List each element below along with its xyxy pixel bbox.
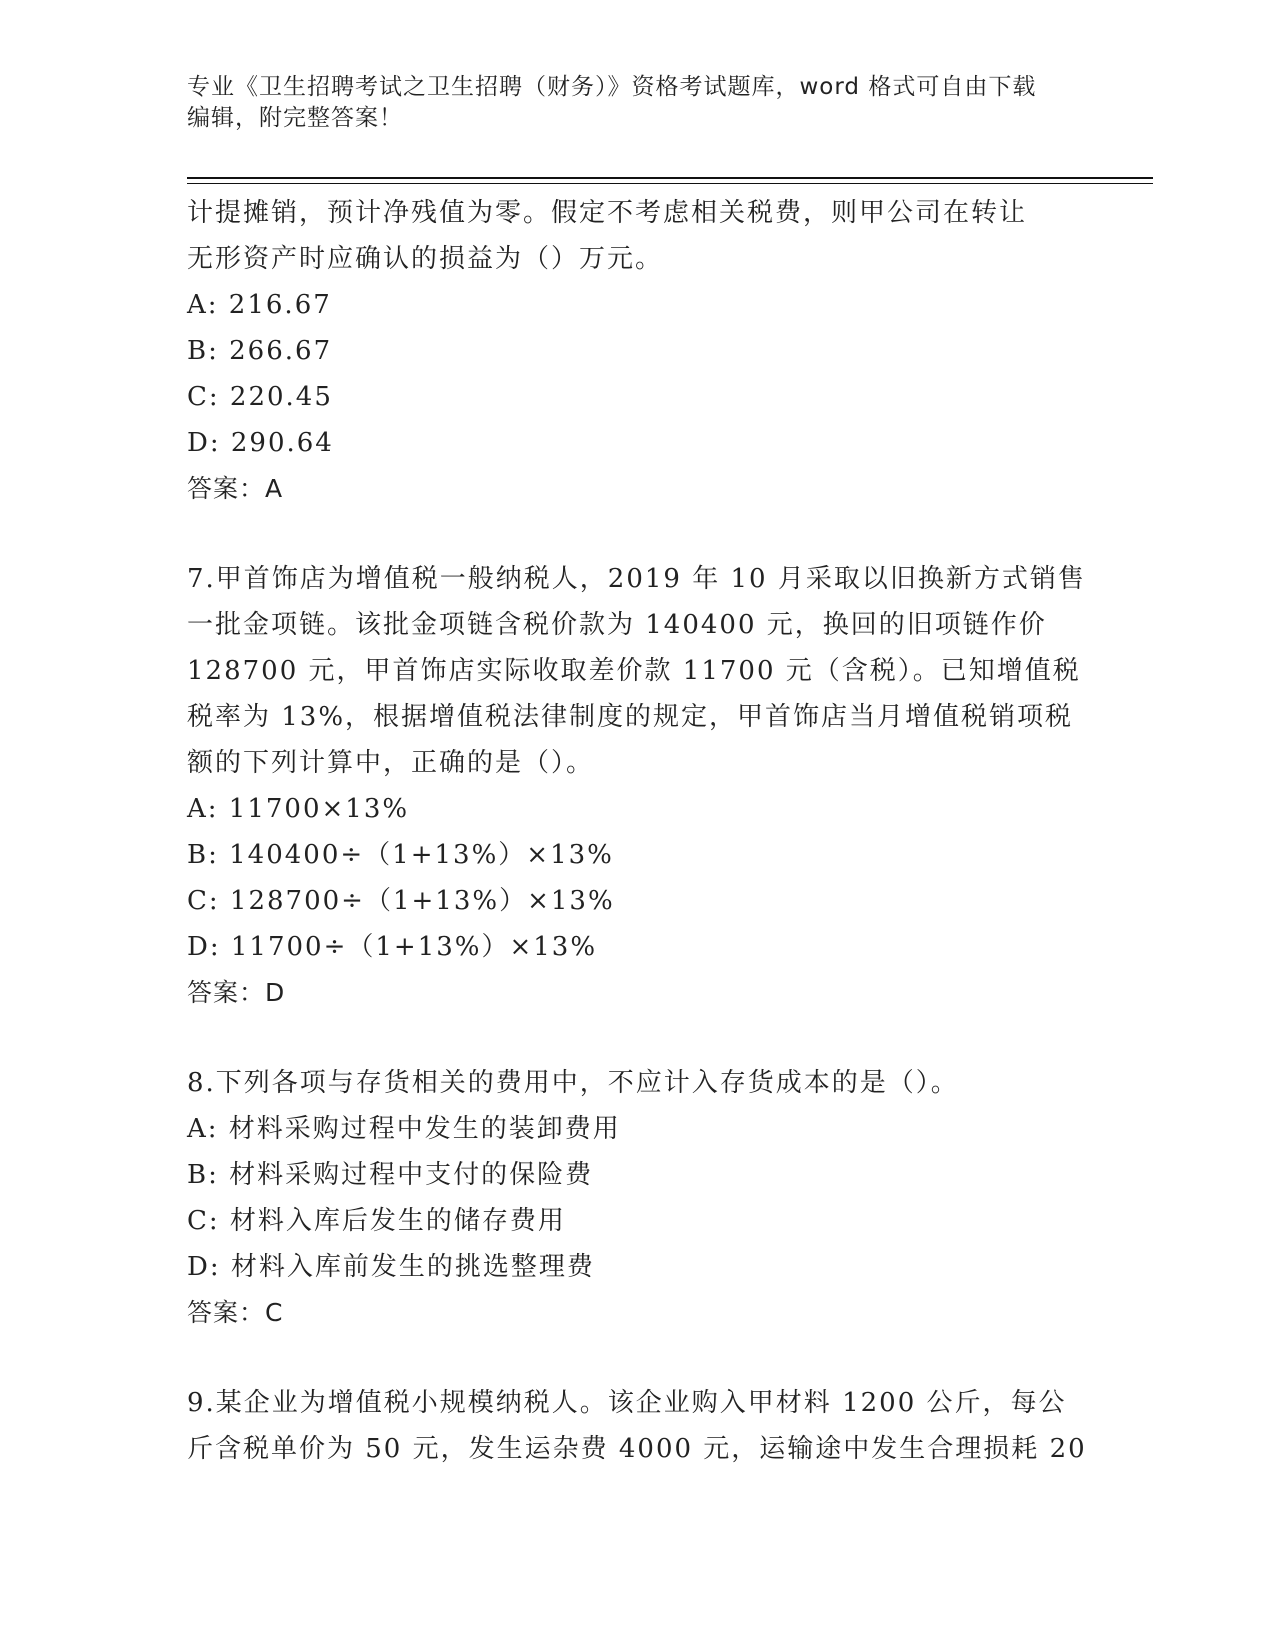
header-divider bbox=[187, 177, 1153, 179]
answer-line: 答案：C bbox=[187, 1298, 284, 1327]
question-8 bbox=[187, 1060, 1087, 1336]
option-a: A: 材料采购过程中发生的装卸费用 bbox=[187, 1114, 621, 1144]
question-list bbox=[187, 190, 1087, 1472]
question-stem-line: 计提摊销，预计净残值为零。假定不考虑相关税费，则甲公司在转让 bbox=[187, 198, 1028, 228]
question-stem-line: 额的下列计算中，正确的是（）。 bbox=[187, 748, 595, 778]
question-stem-line: 无形资产时应确认的损益为（）万元。 bbox=[187, 244, 664, 274]
question-7 bbox=[187, 556, 1087, 1016]
option-d: D: 材料入库前发生的挑选整理费 bbox=[187, 1252, 595, 1282]
answer-line: 答案：A bbox=[187, 474, 284, 503]
question-stem-line: 8.下列各项与存货相关的费用中，不应计入存货成本的是（）。 bbox=[187, 1068, 959, 1098]
option-b: B: 材料采购过程中支付的保险费 bbox=[187, 1160, 594, 1190]
option-c: C: 128700÷（1+13%）×13% bbox=[187, 886, 615, 916]
option-c: C: 材料入库后发生的储存费用 bbox=[187, 1206, 566, 1236]
question-stem-line: 128700 元，甲首饰店实际收取差价款 11700 元（含税）。已知增值税 bbox=[187, 656, 1081, 686]
answer-line: 答案：D bbox=[187, 978, 286, 1007]
question-stem-line: 一批金项链。该批金项链含税价款为 140400 元，换回的旧项链作价 bbox=[187, 610, 1047, 640]
header-line: 专业《卫生招聘考试之卫生招聘（财务）》资格考试题库，word 格式可自由下载 bbox=[187, 74, 1037, 100]
question-stem-line: 7.甲首饰店为增值税一般纳税人，2019 年 10 月采取以旧换新方式销售 bbox=[187, 564, 1086, 594]
header-divider-thin bbox=[187, 183, 1153, 184]
option-a: A: 11700×13% bbox=[187, 794, 410, 824]
option-d: D: 11700÷（1+13%）×13% bbox=[187, 932, 598, 962]
question-stem-line: 9.某企业为增值税小规模纳税人。该企业购入甲材料 1200 公斤，每公 bbox=[187, 1388, 1067, 1418]
option-b: B: 266.67 bbox=[187, 336, 333, 366]
option-d: D: 290.64 bbox=[187, 428, 334, 458]
option-c: C: 220.45 bbox=[187, 382, 333, 412]
option-b: B: 140400÷（1+13%）×13% bbox=[187, 840, 614, 870]
question-stem-line: 税率为 13%，根据增值税法律制度的规定，甲首饰店当月增值税销项税 bbox=[187, 702, 1074, 732]
question-stem-line: 斤含税单价为 50 元，发生运杂费 4000 元，运输途中发生合理损耗 20 bbox=[187, 1434, 1087, 1464]
header-line: 编辑，附完整答案！ bbox=[187, 105, 403, 131]
option-a: A: 216.67 bbox=[187, 290, 332, 320]
question-9 bbox=[187, 1380, 1087, 1472]
page-header bbox=[187, 72, 1087, 134]
question-6 bbox=[187, 190, 1087, 512]
